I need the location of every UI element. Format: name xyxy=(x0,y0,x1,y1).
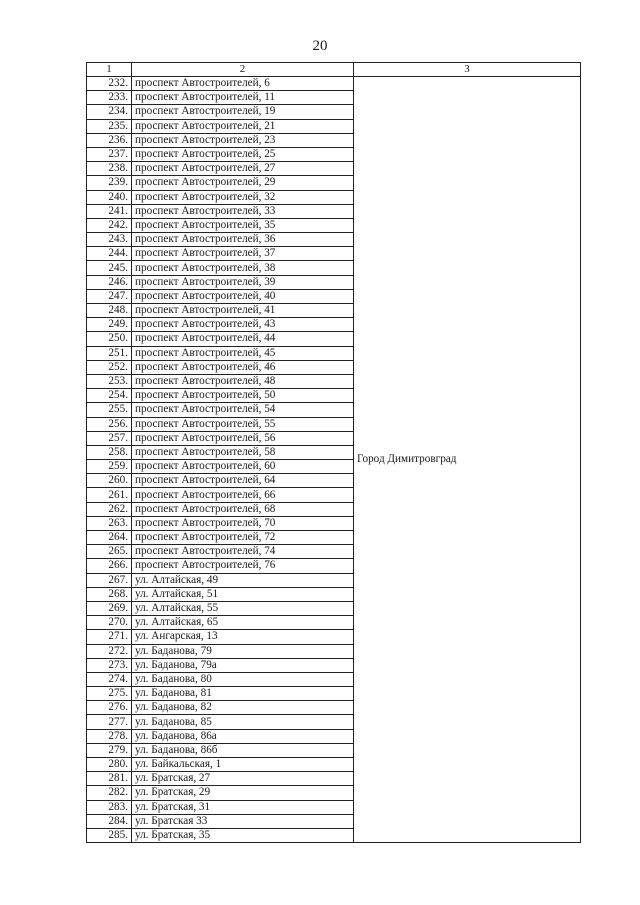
row-number: 264. xyxy=(87,531,132,545)
row-address: проспект Автостроителей, 44 xyxy=(132,332,354,346)
row-number: 274. xyxy=(87,672,132,686)
row-number: 252. xyxy=(87,360,132,374)
row-number: 276. xyxy=(87,701,132,715)
row-address: проспект Автостроителей, 64 xyxy=(132,474,354,488)
row-number: 250. xyxy=(87,332,132,346)
city-cell: Город Димитровград xyxy=(354,77,581,843)
row-address: проспект Автостроителей, 70 xyxy=(132,516,354,530)
row-number: 233. xyxy=(87,91,132,105)
row-address: проспект Автостроителей, 46 xyxy=(132,360,354,374)
row-address: проспект Автостроителей, 56 xyxy=(132,431,354,445)
row-number: 258. xyxy=(87,445,132,459)
row-number: 270. xyxy=(87,616,132,630)
row-address: проспект Автостроителей, 23 xyxy=(132,133,354,147)
row-number: 245. xyxy=(87,261,132,275)
row-number: 279. xyxy=(87,743,132,757)
row-number: 236. xyxy=(87,133,132,147)
row-number: 254. xyxy=(87,389,132,403)
address-table xyxy=(86,62,581,843)
row-number: 238. xyxy=(87,162,132,176)
header-col-1: 1 xyxy=(87,63,132,77)
row-number: 235. xyxy=(87,119,132,133)
row-number: 255. xyxy=(87,403,132,417)
row-address: проспект Автостроителей, 66 xyxy=(132,488,354,502)
page-number: 20 xyxy=(312,38,328,54)
row-number: 259. xyxy=(87,460,132,474)
row-number: 273. xyxy=(87,658,132,672)
row-number: 262. xyxy=(87,502,132,516)
row-address: проспект Автостроителей, 50 xyxy=(132,389,354,403)
row-number: 281. xyxy=(87,772,132,786)
row-address: ул. Братская, 29 xyxy=(132,786,354,800)
row-address: проспект Автостроителей, 54 xyxy=(132,403,354,417)
row-address: ул. Братская, 27 xyxy=(132,772,354,786)
row-address: проспект Автостроителей, 72 xyxy=(132,531,354,545)
row-number: 253. xyxy=(87,374,132,388)
row-address: проспект Автостроителей, 43 xyxy=(132,318,354,332)
row-address: ул. Ангарская, 13 xyxy=(132,630,354,644)
row-address: ул. Баданова, 79а xyxy=(132,658,354,672)
row-address: ул. Алтайская, 55 xyxy=(132,601,354,615)
row-number: 265. xyxy=(87,545,132,559)
row-address: проспект Автостроителей, 6 xyxy=(132,77,354,91)
row-number: 283. xyxy=(87,800,132,814)
row-address: проспект Автостроителей, 58 xyxy=(132,445,354,459)
row-address: проспект Автостроителей, 41 xyxy=(132,304,354,318)
row-number: 284. xyxy=(87,814,132,828)
row-address: проспект Автостроителей, 21 xyxy=(132,119,354,133)
table-header xyxy=(87,63,581,77)
row-address: ул. Баданова, 80 xyxy=(132,672,354,686)
row-number: 266. xyxy=(87,559,132,573)
row-address: проспект Автостроителей, 39 xyxy=(132,275,354,289)
row-address: проспект Автостроителей, 35 xyxy=(132,218,354,232)
row-address: проспект Автостроителей, 32 xyxy=(132,190,354,204)
row-address: ул. Братская, 31 xyxy=(132,800,354,814)
row-address: проспект Автостроителей, 76 xyxy=(132,559,354,573)
row-number: 282. xyxy=(87,786,132,800)
row-number: 261. xyxy=(87,488,132,502)
row-address: ул. Баданова, 79 xyxy=(132,644,354,658)
row-address: проспект Автостроителей, 60 xyxy=(132,460,354,474)
row-number: 275. xyxy=(87,687,132,701)
row-number: 269. xyxy=(87,601,132,615)
table-body xyxy=(87,77,581,843)
row-address: проспект Автостроителей, 40 xyxy=(132,289,354,303)
row-number: 248. xyxy=(87,304,132,318)
row-number: 244. xyxy=(87,247,132,261)
row-address: проспект Автостроителей, 37 xyxy=(132,247,354,261)
row-address: ул. Братская 33 xyxy=(132,814,354,828)
row-address: проспект Автостроителей, 11 xyxy=(132,91,354,105)
row-number: 268. xyxy=(87,587,132,601)
row-address: ул. Баданова, 86б xyxy=(132,743,354,757)
row-number: 251. xyxy=(87,346,132,360)
row-address: ул. Байкальская, 1 xyxy=(132,758,354,772)
row-address: ул. Баданова, 82 xyxy=(132,701,354,715)
row-address: проспект Автостроителей, 48 xyxy=(132,374,354,388)
row-number: 260. xyxy=(87,474,132,488)
row-address: ул. Братская, 35 xyxy=(132,828,354,842)
header-col-3: 3 xyxy=(354,63,581,77)
row-number: 263. xyxy=(87,516,132,530)
row-number: 278. xyxy=(87,729,132,743)
row-number: 241. xyxy=(87,204,132,218)
row-number: 243. xyxy=(87,233,132,247)
row-address: проспект Автостроителей, 33 xyxy=(132,204,354,218)
table-row xyxy=(87,77,581,91)
row-address: проспект Автостроителей, 55 xyxy=(132,417,354,431)
row-address: проспект Автостроителей, 27 xyxy=(132,162,354,176)
header-col-2: 2 xyxy=(132,63,354,77)
row-address: ул. Алтайская, 49 xyxy=(132,573,354,587)
row-address: ул. Алтайская, 65 xyxy=(132,616,354,630)
row-number: 242. xyxy=(87,218,132,232)
row-address: ул. Алтайская, 51 xyxy=(132,587,354,601)
row-number: 271. xyxy=(87,630,132,644)
row-number: 234. xyxy=(87,105,132,119)
row-number: 277. xyxy=(87,715,132,729)
row-address: проспект Автостроителей, 25 xyxy=(132,147,354,161)
row-number: 285. xyxy=(87,828,132,842)
row-address: проспект Автостроителей, 36 xyxy=(132,233,354,247)
row-number: 280. xyxy=(87,758,132,772)
row-address: проспект Автостроителей, 45 xyxy=(132,346,354,360)
row-address: ул. Баданова, 81 xyxy=(132,687,354,701)
row-number: 240. xyxy=(87,190,132,204)
row-address: проспект Автостроителей, 29 xyxy=(132,176,354,190)
row-address: проспект Автостроителей, 68 xyxy=(132,502,354,516)
row-number: 267. xyxy=(87,573,132,587)
row-address: проспект Автостроителей, 19 xyxy=(132,105,354,119)
row-number: 256. xyxy=(87,417,132,431)
row-number: 249. xyxy=(87,318,132,332)
row-number: 272. xyxy=(87,644,132,658)
row-address: ул. Баданова, 86а xyxy=(132,729,354,743)
header-row xyxy=(87,63,581,77)
row-number: 257. xyxy=(87,431,132,445)
row-address: проспект Автостроителей, 74 xyxy=(132,545,354,559)
row-address: проспект Автостроителей, 38 xyxy=(132,261,354,275)
row-number: 246. xyxy=(87,275,132,289)
row-address: ул. Баданова, 85 xyxy=(132,715,354,729)
row-number: 239. xyxy=(87,176,132,190)
row-number: 237. xyxy=(87,147,132,161)
row-number: 247. xyxy=(87,289,132,303)
row-number: 232. xyxy=(87,77,132,91)
